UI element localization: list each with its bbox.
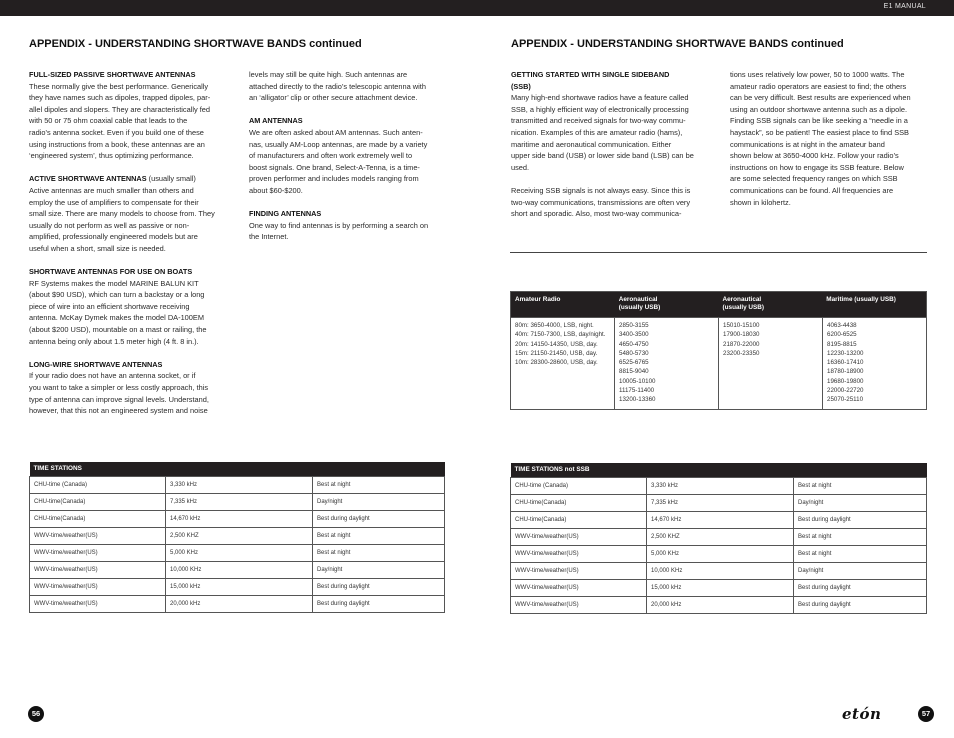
frequency-cell: 15,000 kHz <box>647 579 794 596</box>
table-title: TIME STATIONS not SSB <box>511 463 927 477</box>
frequency-cell: 7,335 kHz <box>647 494 794 511</box>
time-stations-table-right <box>510 463 927 614</box>
reception-cell: Best during daylight <box>313 510 445 527</box>
text-line: (SSB) <box>511 81 531 91</box>
text-line: using an outdoor shortwave antenna such as a dipole. <box>730 104 908 114</box>
left-page-heading: APPENDIX - UNDERSTANDING SHORTWAVE BANDS continued <box>29 38 362 50</box>
text-line: We are often asked about AM antennas. Such anten- <box>249 127 423 137</box>
frequency-table-body <box>511 317 926 409</box>
am-antennas-title: AM ANTENNAS <box>249 116 303 126</box>
table-row <box>511 528 927 545</box>
text-line: levels may still be quite high. Such antennas are <box>249 70 408 79</box>
text-line: transmitted and received signals for two-way commu- <box>511 116 686 126</box>
text-line: can be very difficult. Best results are experienced when <box>730 93 911 103</box>
text-line: usually do not perform as well as passive or non- <box>29 220 190 230</box>
left-column-2 <box>249 69 449 243</box>
text-line: useful when a short, small size is needed. <box>29 243 166 253</box>
text-line: Active antennas are much smaller than others and <box>29 185 194 195</box>
frequency-cell: 14,670 kHz <box>166 510 313 527</box>
station-cell: WWV-time/weather(US) <box>511 528 647 545</box>
text-line: RF Systems makes the model MARINE BALUN KIT <box>29 278 199 288</box>
left-column-1 <box>29 69 229 417</box>
frequency-cell: 10,000 KHz <box>166 561 313 578</box>
table-row <box>30 578 445 595</box>
time-stations-table-left <box>29 462 445 613</box>
frequency-cell: 5,000 KHz <box>166 544 313 561</box>
text-line: amateur radio operators are easiest to find; the others <box>730 81 907 91</box>
text-line: Receiving SSB signals is not always easy. Since this is <box>511 185 691 195</box>
station-cell: CHU-time(Canada) <box>30 510 166 527</box>
text-line: short and sporadic. Also, most two-way communica- <box>511 209 682 219</box>
text-line: SSB, a highly efficient way of electronically processing <box>511 104 689 114</box>
table-row <box>511 562 927 579</box>
text-line: used. <box>511 162 530 172</box>
reception-cell: Best at night <box>794 477 927 494</box>
reception-cell: Best during daylight <box>794 579 927 596</box>
station-cell: WWV-time/weather(US) <box>511 579 647 596</box>
text-line: proven performer and includes models ranging from <box>249 174 419 184</box>
frequency-cell: 15,000 kHz <box>166 578 313 595</box>
reception-cell: Best at night <box>794 528 927 545</box>
table-row <box>511 579 927 596</box>
ssb-body <box>511 92 711 173</box>
header-aeronautical-2: Aeronautical (usually USB) <box>722 296 765 311</box>
table-row <box>511 494 927 511</box>
reception-cell: Day/night <box>794 494 927 511</box>
station-cell: WWV-time/weather(US) <box>511 545 647 562</box>
text-line: about $60-$200. <box>249 185 303 195</box>
active-antennas-body <box>29 185 229 255</box>
station-cell: WWV-time/weather(US) <box>30 561 166 578</box>
text-line: two-way communications, transmissions are often very <box>511 197 691 207</box>
table-row <box>30 493 445 510</box>
page-number-right: 57 <box>918 706 934 722</box>
text-line: maritime and aeronautical communication. Either <box>511 139 672 149</box>
ssb-frequency-table <box>510 291 927 410</box>
aeronautical-ranges-2: 15010-15100 17900-18030 21870-22000 23200-23350 <box>718 318 822 409</box>
text-line: they have names such as dipoles, trapped dipoles, par- <box>29 93 211 103</box>
text-line: (about $200 USD), mountable on a mast or railing, the <box>29 325 207 335</box>
long-wire-continued-body <box>249 69 449 104</box>
frequency-cell: 2,500 KHZ <box>166 527 313 544</box>
text-line: Many high-end shortwave radios have a feature called <box>511 93 689 103</box>
boat-antennas-title: SHORTWAVE ANTENNAS FOR USE ON BOATS <box>29 267 193 277</box>
text-line: tions uses relatively low power, 50 to 1000 watts. The <box>730 70 905 79</box>
text-line: boost signals. One brand, Select-A-Tenna, is a time- <box>249 162 420 172</box>
ssb-title <box>511 69 711 92</box>
text-line: antenna being only about 1.5 meter high (4 ft. 8 in.). <box>29 336 199 346</box>
station-cell: CHU-time (Canada) <box>30 476 166 493</box>
table-row <box>511 511 927 528</box>
ssb-body-2 <box>511 185 711 220</box>
station-cell: CHU-time(Canada) <box>511 494 647 511</box>
text-line: If your radio does not have an antenna socket, or if <box>29 371 196 381</box>
text-line: piece of wire into an efficient shortwave receiving <box>29 301 190 311</box>
table-row <box>30 510 445 527</box>
text-line: These normally give the best performance. Generically <box>29 81 209 91</box>
frequency-cell: 3,330 kHz <box>166 476 313 493</box>
top-bar <box>0 0 954 16</box>
text-line: attached directly to the radio’s telescopic antenna with <box>249 81 426 91</box>
manual-label: E1 MANUAL <box>883 3 926 10</box>
page-number-left: 56 <box>28 706 44 722</box>
table-row <box>30 561 445 578</box>
text-line: shown below at 3650-4000 kHz. Follow your radio’s <box>730 151 899 161</box>
table-row <box>511 477 927 494</box>
table-row <box>30 544 445 561</box>
station-cell: WWV-time/weather(US) <box>30 527 166 544</box>
text-line: haystack”, so be patient! The easiest place to find SSB <box>730 127 909 137</box>
right-column-1 <box>511 69 711 220</box>
text-line: however, that this not an engineered system and noise <box>29 406 208 416</box>
frequency-cell: 10,000 KHz <box>647 562 794 579</box>
table-row <box>30 527 445 544</box>
table-row <box>511 545 927 562</box>
text-line: (about $90 USD), which can turn a backstay or a long <box>29 290 205 300</box>
text-line: Finding SSB signals can be like seeking a “needle in a <box>730 116 908 126</box>
long-wire-antennas-title: LONG-WIRE SHORTWAVE ANTENNAS <box>29 359 163 369</box>
section-divider <box>510 252 927 253</box>
frequency-cell: 7,335 kHz <box>166 493 313 510</box>
station-cell: CHU-time(Canada) <box>511 511 647 528</box>
text-line: employ the use of amplifiers to compensate for their <box>29 197 199 207</box>
finding-antennas-title: FINDING ANTENNAS <box>249 209 322 219</box>
reception-cell: Day/night <box>313 493 445 510</box>
eton-logo: etón <box>842 705 882 723</box>
text-line: One way to find antennas is by performing a search on <box>249 220 429 230</box>
text-line: are some selected frequency ranges on which SSB <box>730 174 898 184</box>
full-sized-antennas-body <box>29 81 229 162</box>
right-column-2 <box>730 69 930 208</box>
text-line: amplified, professionally engineered models but are <box>29 232 198 242</box>
text-line: ‘engineered system’, thus optimizing performance. <box>29 151 194 161</box>
reception-cell: Best at night <box>313 527 445 544</box>
frequency-table-header <box>511 292 926 317</box>
table-row <box>30 476 445 493</box>
text-line: nas, usually AM-Loop antennas, are made by a variety <box>249 139 428 149</box>
ssb-continued-body <box>730 69 930 208</box>
boat-antennas-body <box>29 278 229 348</box>
text-line: using instructions from a book, these antennas are an <box>29 139 205 149</box>
reception-cell: Best during daylight <box>313 578 445 595</box>
finding-antennas-body <box>249 220 449 243</box>
station-cell: CHU-time (Canada) <box>511 477 647 494</box>
aeronautical-ranges-1: 2850-3155 3400-3500 4650-4750 5480-5730 6525-6765 8815-9040 10005-10100 11175-11400 13200-13360 <box>614 318 718 409</box>
header-amateur-radio: Amateur Radio <box>515 296 561 303</box>
text-line: shown in kilohertz. <box>730 197 791 207</box>
text-line: nication. Examples of this are amateur radio (hams), <box>511 127 683 137</box>
reception-cell: Best at night <box>313 476 445 493</box>
frequency-cell: 20,000 kHz <box>647 596 794 613</box>
long-wire-antennas-body <box>29 370 229 416</box>
station-cell: WWV-time/weather(US) <box>30 578 166 595</box>
reception-cell: Best at night <box>794 545 927 562</box>
text-line: instructions on how to engage its SSB feature. Below <box>730 162 904 172</box>
text-line: type of antenna can improve signal levels. Understand, <box>29 394 209 404</box>
text-line: GETTING STARTED WITH SINGLE SIDEBAND <box>511 70 670 79</box>
amateur-radio-ranges: 80m: 3650-4000, LSB, night. 40m: 7150-7300, LSB, day/night. 20m: 14150-14350, USB, day. 15m: 21150-21450, USB, day. 10m: 28300-28600, USB, day. <box>515 322 606 367</box>
text-line: communications can be found. All frequencies are <box>730 185 894 195</box>
header-aeronautical-1: Aeronautical (usually USB) <box>618 296 661 311</box>
table-row <box>511 596 927 613</box>
text-line: communications is at night in the amateur band <box>730 139 885 149</box>
text-line: allel dipoles and slopers. They are characteristically fed <box>29 104 211 114</box>
station-cell: WWV-time/weather(US) <box>511 562 647 579</box>
station-cell: WWV-time/weather(US) <box>511 596 647 613</box>
text-line: antenna. McKay Dymek makes the model DA-100EM <box>29 313 204 323</box>
station-cell: CHU-time(Canada) <box>30 493 166 510</box>
reception-cell: Best during daylight <box>313 595 445 612</box>
header-maritime: Maritime (usually USB) <box>826 296 896 303</box>
table-row <box>30 595 445 612</box>
frequency-cell: 3,330 kHz <box>647 477 794 494</box>
frequency-cell: 20,000 kHz <box>166 595 313 612</box>
table-title: TIME STATIONS <box>30 462 445 476</box>
text-line: with 50 or 75 ohm coaxial cable that leads to the <box>29 116 188 126</box>
text-line: small size. There are many models to choose from. They <box>29 209 215 219</box>
text-line: the Internet. <box>249 232 289 242</box>
reception-cell: Best during daylight <box>794 596 927 613</box>
reception-cell: Best at night <box>313 544 445 561</box>
text-line: radio’s antenna socket. Even if you build one of these <box>29 127 204 137</box>
full-sized-antennas-title: FULL-SIZED PASSIVE SHORTWAVE ANTENNAS <box>29 70 196 79</box>
maritime-ranges: 4063-4438 6200-6525 8195-8815 12230-13200 16360-17410 18780-18900 19680-19800 22000-22720 25070-25110 <box>822 318 926 409</box>
right-page-heading: APPENDIX - UNDERSTANDING SHORTWAVE BANDS continued <box>511 38 844 50</box>
station-cell: WWV-time/weather(US) <box>30 595 166 612</box>
text-line: you want to take a simpler or less costly approach, this <box>29 383 209 393</box>
frequency-cell: 5,000 KHz <box>647 545 794 562</box>
station-cell: WWV-time/weather(US) <box>30 544 166 561</box>
frequency-cell: 2,500 KHZ <box>647 528 794 545</box>
reception-cell: Best during daylight <box>794 511 927 528</box>
text-line: upper side band (USB) or lower side band (LSB) can be <box>511 151 694 161</box>
am-antennas-body <box>249 127 449 197</box>
text-line: of manufacturers and often work extremely well to <box>249 151 413 161</box>
text-line: an ‘alligator’ clip or other secure attachment device. <box>249 93 418 103</box>
active-antennas-title: ACTIVE SHORTWAVE ANTENNAS (usually small) <box>29 174 196 184</box>
reception-cell: Day/night <box>794 562 927 579</box>
frequency-cell: 14,670 kHz <box>647 511 794 528</box>
reception-cell: Day/night <box>313 561 445 578</box>
